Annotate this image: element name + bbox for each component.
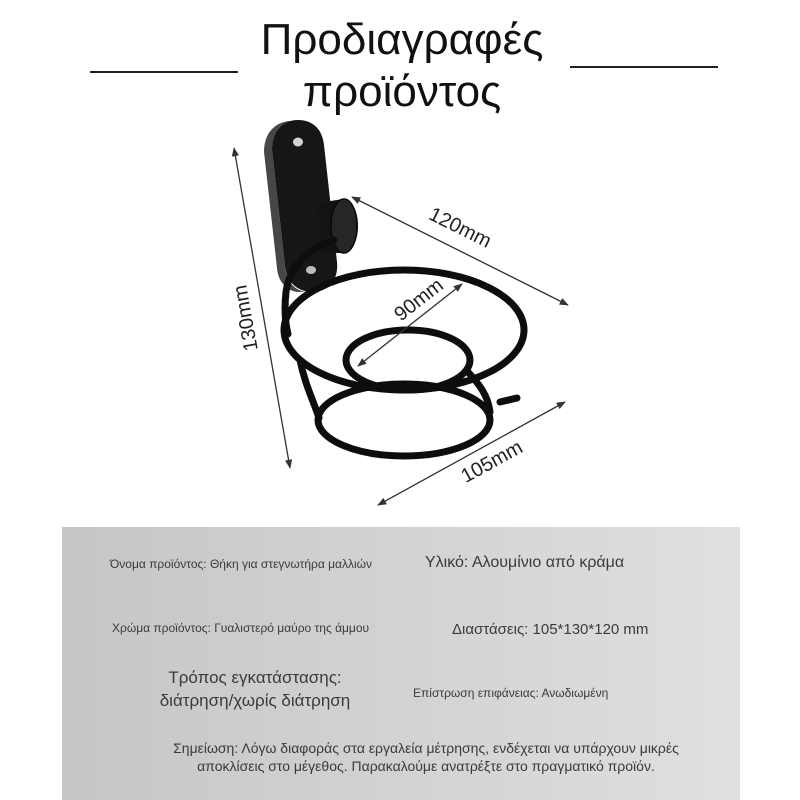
dimension-label-depth: 120mm <box>425 203 495 253</box>
dimension-label-outer: 105mm <box>457 436 527 488</box>
spec-material: Υλικό: Αλουμίνιο από κράμα <box>425 554 625 571</box>
spec-surface-finish: Επίστρωση επιφάνειας: Ανωδιωμένη <box>413 686 609 700</box>
spec-installation-line2: διάτρηση/χωρίς διάτρηση <box>159 691 351 710</box>
wire-end-stub <box>500 398 517 402</box>
mount-cylinder-face <box>331 199 357 253</box>
measurement-note-line2: αποκλίσεις στο μέγεθος. Παρακαλούμε ανατρέξτε στο πραγματικό προϊόν. <box>197 758 655 774</box>
spec-product-color: Χρώμα προϊόντος: Γυαλιστερό μαύρο της άμμου <box>112 621 370 635</box>
measurement-note <box>62 739 790 775</box>
coil-bottom <box>318 384 490 456</box>
dimension-line-depth <box>352 197 568 305</box>
page-title-line1: Προδιαγραφές <box>260 15 544 64</box>
spec-installation-line1: Τρόπος εγκατάστασης: <box>168 668 342 687</box>
page-title-line2: προϊόντος <box>302 67 502 116</box>
spec-installation <box>130 666 380 712</box>
measurement-note-line1: Σημείωση: Λόγω διαφοράς στα εργαλεία μέτρησης, ενδέχεται να υπάρχουν μικρές <box>173 740 679 756</box>
dimension-label-height: 130mm <box>229 283 263 353</box>
spec-dimensions: Διαστάσεις: 105*130*120 mm <box>452 621 649 638</box>
dimension-label-inner: 90mm <box>390 274 448 326</box>
screw-hole-bottom <box>306 266 316 274</box>
spec-product-name: Όνομα προϊόντος: Θήκη για στεγνωτήρα μαλλιών <box>110 557 373 571</box>
screw-hole-top <box>293 138 303 147</box>
